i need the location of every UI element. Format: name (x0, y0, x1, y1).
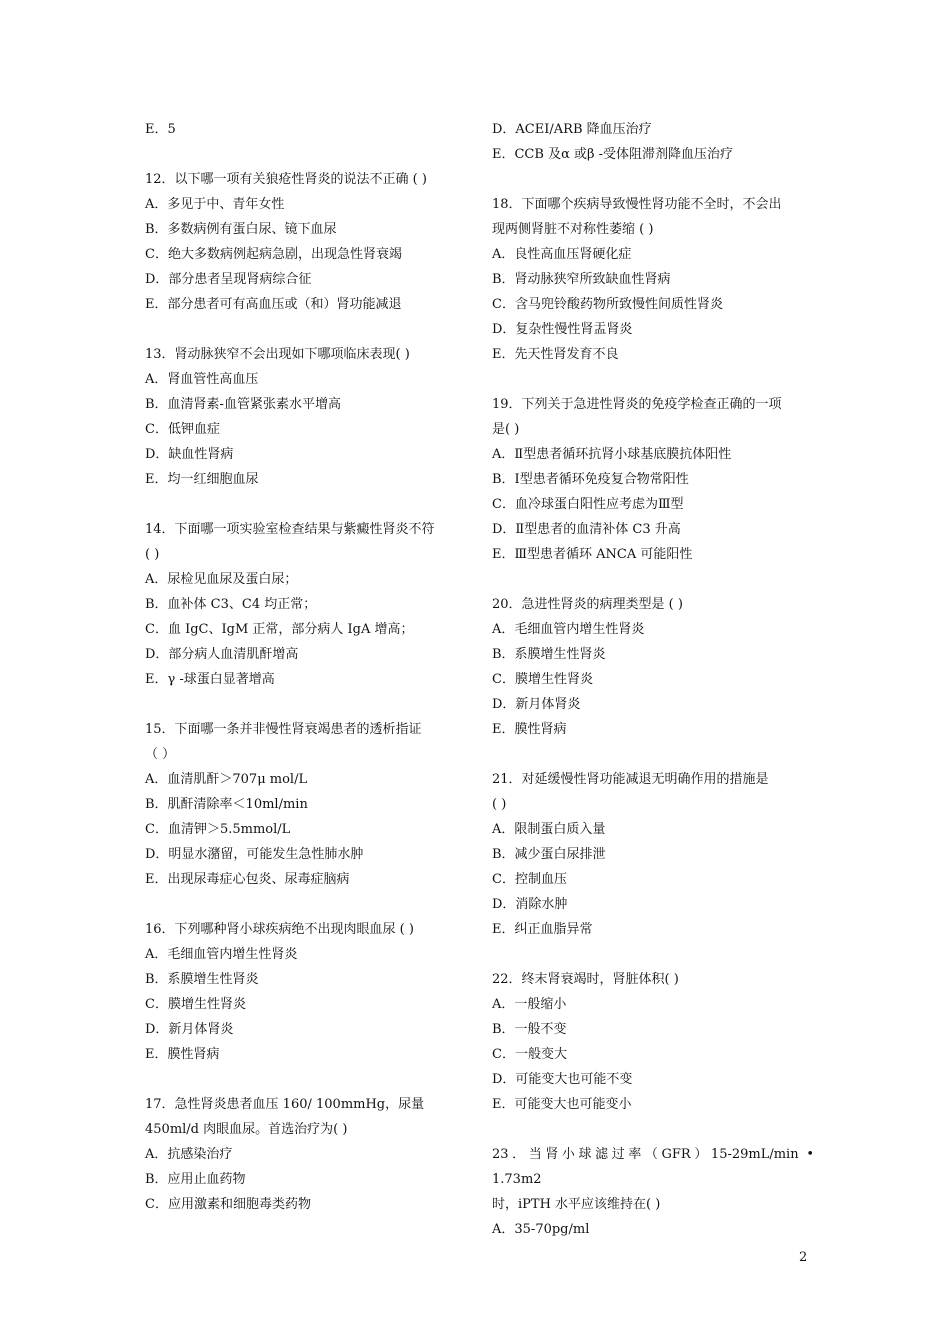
option-line: D．消除水肿 (492, 897, 568, 912)
option-line: A．良性高血压肾硬化症 (492, 247, 632, 262)
option-line: D．明显水潴留，可能发生急性肺水肿 (145, 847, 364, 862)
question-block (492, 117, 814, 167)
option-line: E．Ⅲ型患者循环 ANCA 可能阳性 (492, 547, 693, 562)
right-column (492, 117, 814, 1267)
question-text: 时，iPTH 水平应该维持在( ) (492, 1197, 661, 1212)
question-block (145, 117, 467, 142)
question-block (492, 967, 814, 1117)
option-line: D．可能变大也可能不变 (492, 1072, 633, 1087)
option-line: E．5 (145, 122, 176, 137)
question-text: 12．以下哪一项有关狼疮性肾炎的说法不正确 ( ) (145, 172, 427, 187)
option-line: B．肾动脉狭窄所致缺血性肾病 (492, 272, 671, 287)
question-block (145, 167, 467, 317)
option-line: D．新月体肾炎 (145, 1022, 234, 1037)
question-text: 13．肾动脉狭窄不会出现如下哪项临床表现( ) (145, 347, 410, 362)
option-line: B．一般不变 (492, 1022, 567, 1037)
question-text: 14．下面哪一项实验室检查结果与紫癜性肾炎不符 (145, 522, 435, 537)
option-line: D．新月体肾炎 (492, 697, 581, 712)
question-text: 17．急性肾炎患者血压 160/ 100mmHg，尿量 (145, 1097, 425, 1112)
question-text: 20．急进性肾炎的病理类型是 ( ) (492, 597, 683, 612)
question-block (492, 592, 814, 742)
option-line: C．绝大多数病例起病急剧，出现急性肾衰竭 (145, 247, 402, 262)
option-line: E．可能变大也可能变小 (492, 1097, 632, 1112)
option-line: E．γ -球蛋白显著增高 (145, 672, 275, 687)
option-line: B．Ⅰ型患者循环免疫复合物常阳性 (492, 472, 689, 487)
option-line: A．肾血管性高血压 (145, 372, 259, 387)
option-line: D．缺血性肾病 (145, 447, 234, 462)
option-line: C．血冷球蛋白阳性应考虑为Ⅲ型 (492, 497, 684, 512)
question-text: 19．下列关于急进性肾炎的免疫学检查正确的一项 (492, 397, 782, 412)
question-text: 23．当肾小球滤过率（GFR）15-29mL/min • 1.73m2 (492, 1147, 814, 1187)
option-line: E．部分患者可有高血压或（和）肾功能减退 (145, 297, 402, 312)
left-column (145, 117, 467, 1242)
option-line: C．血 IgC、IgM 正常，部分病人 IgA 增高； (145, 622, 414, 637)
option-line: A．毛细血管内增生性肾炎 (145, 947, 298, 962)
option-line: D．部分病人血清肌酐增高 (145, 647, 299, 662)
question-block (145, 517, 467, 692)
option-line: B．血补体 C3、C4 均正常； (145, 597, 317, 612)
option-line: E．CCB 及α 或β -受体阻滞剂降血压治疗 (492, 147, 734, 162)
question-block (145, 1092, 467, 1217)
option-line: A．血清肌酐＞707μ mol/L (145, 772, 308, 787)
question-text: 是( ) (492, 422, 520, 437)
question-block (145, 917, 467, 1067)
option-line: D．ACEI/ARB 降血压治疗 (492, 122, 652, 137)
option-line: E．先天性肾发育不良 (492, 347, 619, 362)
option-line: C．血清钾＞5.5mmol/L (145, 822, 291, 837)
question-text: 21．对延缓慢性肾功能减退无明确作用的措施是 (492, 772, 769, 787)
option-line: C．应用激素和细胞毒类药物 (145, 1197, 311, 1212)
question-block (492, 192, 814, 367)
option-line: B．肌酐清除率＜10ml/min (145, 797, 308, 812)
option-line: C．低钾血症 (145, 422, 220, 437)
question-text: ( ) (145, 547, 160, 562)
option-line: A．尿检见血尿及蛋白尿； (145, 572, 298, 587)
option-line: B．血清肾素-血管紧张素水平增高 (145, 397, 341, 412)
option-line: C．膜增生性肾炎 (145, 997, 246, 1012)
option-line: B．多数病例有蛋白尿、镜下血尿 (145, 222, 337, 237)
question-block (492, 767, 814, 942)
question-text: ( ) (492, 797, 507, 812)
option-line: B．系膜增生性肾炎 (492, 647, 606, 662)
option-line: A．多见于中、青年女性 (145, 197, 285, 212)
option-line: A．限制蛋白质入量 (492, 822, 606, 837)
option-line: A．一般缩小 (492, 997, 567, 1012)
option-line: D．部分患者呈现肾病综合征 (145, 272, 312, 287)
option-line: C．一般变大 (492, 1047, 567, 1062)
question-block (492, 1142, 814, 1242)
question-text: （ ） (145, 747, 176, 762)
option-line: E．纠正血脂异常 (492, 922, 593, 937)
option-line: A．35-70pg/ml (492, 1222, 590, 1237)
option-line: D．Ⅱ型患者的血清补体 C3 升高 (492, 522, 681, 537)
option-line: C．膜增生性肾炎 (492, 672, 593, 687)
question-text: 16．下列哪种肾小球疾病绝不出现肉眼血尿 ( ) (145, 922, 414, 937)
option-line: C．含马兜铃酸药物所致慢性间质性肾炎 (492, 297, 723, 312)
option-line: A．Ⅱ型患者循环抗肾小球基底膜抗体阳性 (492, 447, 732, 462)
question-block (145, 717, 467, 892)
option-line: B．应用止血药物 (145, 1172, 246, 1187)
option-line: E．出现尿毒症心包炎、尿毒症脑病 (145, 872, 350, 887)
question-text: 450ml/d 肉眼血尿。首选治疗为( ) (145, 1122, 348, 1137)
question-text: 18．下面哪个疾病导致慢性肾功能不全时，不会出 (492, 197, 782, 212)
option-line: E．均一红细胞血尿 (145, 472, 259, 487)
option-line: C．控制血压 (492, 872, 567, 887)
question-block (145, 342, 467, 492)
option-line: E．膜性肾病 (145, 1047, 220, 1062)
option-line: A．抗感染治疗 (145, 1147, 233, 1162)
question-text: 现两侧肾脏不对称性萎缩 ( ) (492, 222, 654, 237)
question-block (492, 392, 814, 567)
option-line: B．系膜增生性肾炎 (145, 972, 259, 987)
option-line: D．复杂性慢性肾盂肾炎 (492, 322, 633, 337)
option-line: E．膜性肾病 (492, 722, 567, 737)
option-line: B．减少蛋白尿排泄 (492, 847, 606, 862)
question-text: 22．终末肾衰竭时，肾脏体积( ) (492, 972, 679, 987)
question-text: 15．下面哪一条并非慢性肾衰竭患者的透析指证 (145, 722, 422, 737)
option-line: A．毛细血管内增生性肾炎 (492, 622, 645, 637)
page-number: 2 (799, 1250, 808, 1265)
